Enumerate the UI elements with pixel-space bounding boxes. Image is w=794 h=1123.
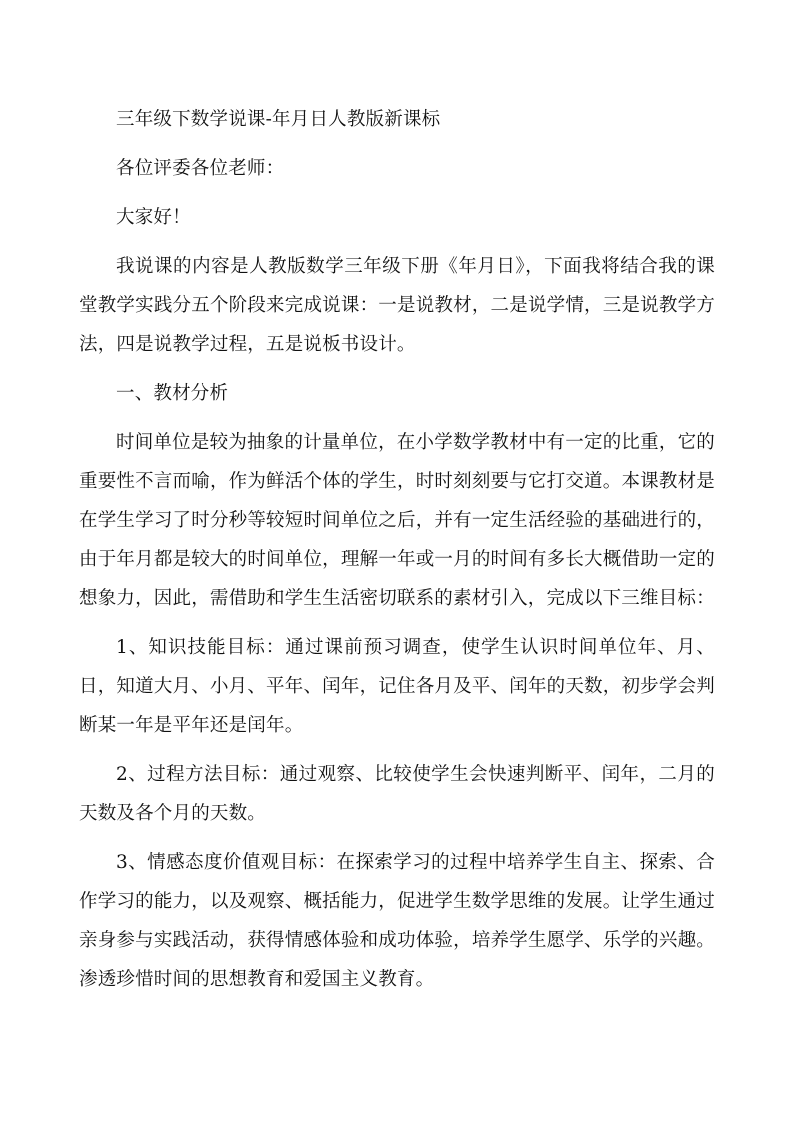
salutation-line: 大家好！ — [116, 207, 191, 228]
section-heading: 一、教材分析 — [116, 383, 229, 404]
document-body — [79, 100, 715, 1009]
document-title: 三年级下数学说课-年月日人教版新课标 — [116, 109, 441, 130]
goal-process-paragraph: 2、过程方法目标：通过观察、比较使学生会快速判断平、闰年，二月的天数及各个月的天数。 — [79, 764, 715, 824]
goal-emotion-paragraph: 3、情感态度价值观目标：在探索学习的过程中培养学生自主、探索、合作学习的能力，以及观察、概括能力，促进学生数学思维的发展。让学生通过亲身参与实践活动，获得情感体验和成功体验，培养学生愿学、乐学的兴趣。渗透珍惜时间的思想教育和爱国主义教育。 — [79, 852, 715, 990]
textbook-analysis-paragraph: 时间单位是较为抽象的计量单位，在小学数学教材中有一定的比重，它的重要性不言而喻，作为鲜活个体的学生，时时刻刻要与它打交道。本课教材是在学生学习了时分秒等较短时间单位之后，并有一定生活经验的基础进行的，由于年月都是较大的时间单位，理解一年或一月的时间有多长大概借助一定的想象力，因此，需借助和学生生活密切联系的素材引入，完成以下三维目标： — [79, 432, 715, 609]
greeting-line: 各位评委各位老师： — [116, 158, 285, 179]
intro-paragraph: 我说课的内容是人教版数学三年级下册《年月日》，下面我将结合我的课堂教学实践分五个阶段来完成说课：一是说教材，二是说学情，三是说教学方法，四是说教学过程，五是说板书设计。 — [79, 256, 715, 355]
goal-knowledge-paragraph: 1、知识技能目标：通过课前预习调查，使学生认识时间单位年、月、日，知道大月、小月、平年、闰年，记住各月及平、闰年的天数，初步学会判断某一年是平年还是闰年。 — [79, 637, 715, 736]
